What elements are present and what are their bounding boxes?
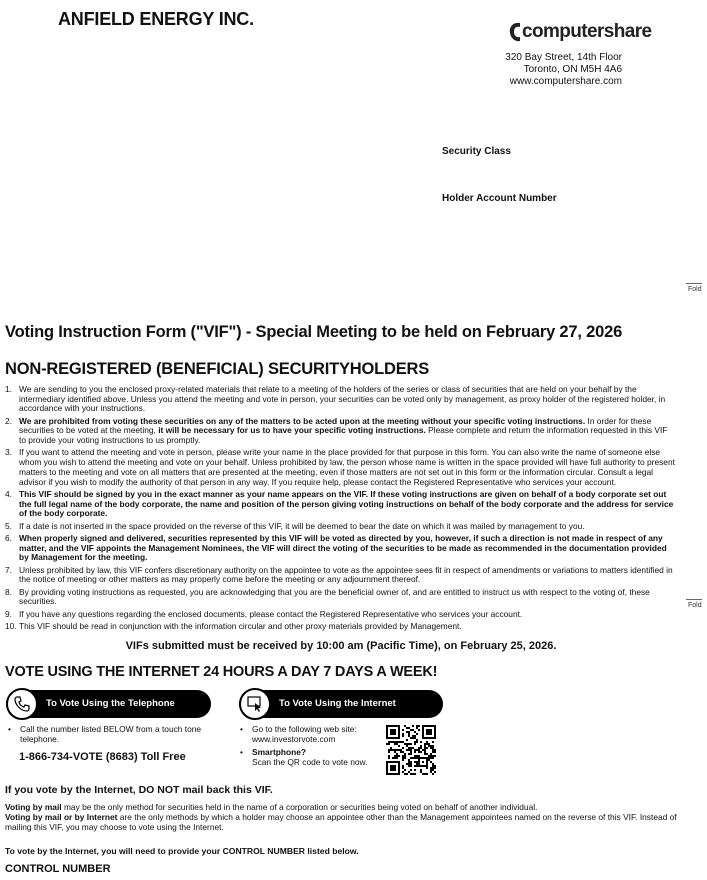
telephone-bullet: Call the number listed BELOW from a touch tone telephone. bbox=[20, 724, 202, 744]
address-line: Toronto, ON M5H 4A6 bbox=[523, 64, 622, 75]
instruction-item bbox=[5, 588, 675, 607]
mail-voting-info bbox=[5, 802, 677, 832]
logo-swoosh-icon bbox=[508, 20, 522, 44]
computer-cursor-icon bbox=[239, 688, 271, 720]
security-class-label: Security Class bbox=[442, 146, 511, 157]
instruction-number: 1. bbox=[5, 384, 12, 394]
instruction-number: 6. bbox=[5, 532, 12, 543]
mail-internet-text: are the only methods by which a holder may choose an appointee other than the Management appointees named on the reverse of this VIF. Instead of mailing this VIF, you may choose to vote using the Internet. bbox=[5, 812, 677, 832]
telephone-vote-label: To Vote Using the Telephone bbox=[46, 698, 175, 709]
fold-line bbox=[686, 283, 702, 284]
mail-voting-text: may be the only method for securities held in the name of a corporation or securities being voted on behalf of another individual. bbox=[61, 802, 538, 812]
bullet: • bbox=[240, 747, 243, 757]
instruction-number: 5. bbox=[5, 520, 12, 531]
instruction-item bbox=[5, 522, 675, 532]
internet-vote-banner bbox=[239, 690, 443, 718]
mail-internet-title: Voting by mail or by Internet bbox=[5, 812, 118, 822]
computershare-logo bbox=[508, 20, 652, 44]
telephone-vote-banner bbox=[6, 690, 211, 718]
instruction-number: 2. bbox=[5, 415, 12, 426]
qr-code[interactable] bbox=[386, 725, 436, 775]
vote-heading: VOTE USING THE INTERNET 24 HOURS A DAY 7 DAYS A WEEK! bbox=[5, 664, 438, 680]
instruction-item bbox=[5, 385, 675, 414]
instructions-list bbox=[5, 385, 675, 634]
internet-vote-label: To Vote Using the Internet bbox=[279, 698, 396, 709]
instruction-text: We are sending to you the enclosed proxy-related materials that relate to a meeting of the holders of the series or class of securities that are held on your behalf by the intermediary identified above. Unless you attend the meeting and vote in person, your securities can be voted only by management, as proxy holder of the registered holder, in accordance with your instructions. bbox=[19, 384, 666, 414]
form-subtitle: NON-REGISTERED (BENEFICIAL) SECURITYHOLDERS bbox=[5, 360, 430, 378]
instruction-number: 7. bbox=[5, 564, 12, 575]
bullet: • bbox=[240, 724, 243, 734]
control-number-label: CONTROL NUMBER bbox=[5, 863, 111, 875]
fold-line bbox=[686, 599, 702, 600]
internet-bullet: Go to the following web site: bbox=[252, 724, 357, 734]
mail-voting-title: Voting by mail bbox=[5, 802, 62, 812]
address-website: www.computershare.com bbox=[509, 76, 622, 87]
instruction-item bbox=[5, 534, 675, 563]
instruction-text: If a date is not inserted in the space provided on the reverse of this VIF, it will be deemed to bear the date on which it was mailed by management to you. bbox=[19, 520, 585, 531]
fold-label: Fold bbox=[688, 286, 702, 293]
instruction-item bbox=[5, 417, 675, 446]
instruction-item bbox=[5, 566, 675, 585]
address-line: 320 Bay Street, 14th Floor bbox=[505, 52, 622, 63]
telephone-instructions bbox=[7, 724, 202, 744]
company-name: ANFIELD ENERGY INC. bbox=[58, 9, 254, 29]
holder-account-label: Holder Account Number bbox=[442, 193, 557, 204]
instruction-number: 4. bbox=[5, 488, 12, 499]
instruction-number: 8. bbox=[5, 586, 12, 597]
smartphone-text: Scan the QR code to vote now. bbox=[252, 757, 368, 767]
logo-text: computershare bbox=[522, 21, 652, 42]
instruction-item bbox=[5, 622, 675, 632]
instruction-text: This VIF should be signed by you in the exact manner as your name appears on the VIF. If these voting instructions are given on behalf of a body corporate set out the full legal name of the body corporate, the name and position of the person giving voting instructions on behalf of the body corporate and the address for service of the body corporate. bbox=[19, 488, 674, 519]
instruction-text: We are prohibited from voting these securities on any of the matters to be acted upon at the meeting without your specific voting instructions. In order for these securities to be voted at the meeting, it will be necessary for us to have your specific voting instructions. Please complete and return the information requested in this VIF to provide your voting instructions to us promptly. bbox=[19, 415, 668, 446]
control-number-note: To vote by the Internet, you will need to provide your CONTROL NUMBER listed below. bbox=[5, 846, 359, 856]
smartphone-title: Smartphone? bbox=[252, 747, 306, 757]
investorvote-link[interactable]: www.investorvote.com bbox=[252, 734, 336, 744]
instruction-item bbox=[5, 490, 675, 519]
instruction-text: If you want to attend the meeting and vote in person, please write your name in the place provided for that purpose in this form. You can also write the name of someone else whom you wish to attend the meeting and vote on your behalf. Unless prohibited by law, the person whose name is written in the space provided will have full authority to present matters to the meeting and vote on all matters that are presented at the meeting, even if those matters are not set out in this form or the information circular. Consult a legal advisor if you wish to modify the authority of that person in any way. If you require help, please contact the Registered Representative who services your account. bbox=[19, 447, 675, 487]
deadline-notice: VIFs submitted must be received by 10:00 am (Pacific Time), on February 25, 2026. bbox=[125, 640, 557, 652]
instruction-text: By providing voting instructions as requested, you are acknowledging that you are the beneficial owner of, and are entitled to instruct us with respect to the voting of, these securities. bbox=[19, 586, 650, 607]
instruction-text: This VIF should be read in conjunction with the information circular and other proxy materials provided by Management. bbox=[19, 620, 462, 631]
instruction-item bbox=[5, 448, 675, 487]
instruction-number: 3. bbox=[5, 447, 12, 458]
instruction-text: When properly signed and delivered, securities represented by this VIF will be voted as directed by you, however, if such a direction is not made in respect of any matter, and the VIF appoints the Management Nominees, the VIF will direct the voting of the securities to be made as recommended in the documentation provided by Management for the meeting. bbox=[19, 532, 667, 563]
bullet: • bbox=[8, 724, 11, 734]
form-title: Voting Instruction Form ("VIF") - Special Meeting to be held on February 27, 2026 bbox=[5, 323, 623, 341]
phone-icon bbox=[6, 688, 38, 720]
instruction-text: If you have any questions regarding the enclosed documents, please contact the Registered Representative who services your account. bbox=[19, 608, 523, 619]
instruction-number: 10. bbox=[5, 620, 17, 631]
internet-warning: If you vote by the Internet, DO NOT mail back this VIF. bbox=[5, 784, 273, 796]
company-address bbox=[505, 52, 622, 88]
instruction-number: 9. bbox=[5, 608, 12, 619]
telephone-number[interactable]: 1-866-734-VOTE (8683) Toll Free bbox=[19, 751, 186, 763]
internet-instructions bbox=[239, 724, 384, 767]
fold-label: Fold bbox=[688, 602, 702, 609]
instruction-text: Unless prohibited by law, this VIF confers discretionary authority on the appointee to vote as the appointee sees fit in respect of amendments or variations to matters identified in the notice of meeting or other matters as may properly come before the meeting or any adjournment thereof. bbox=[19, 564, 673, 585]
instruction-item bbox=[5, 610, 675, 620]
